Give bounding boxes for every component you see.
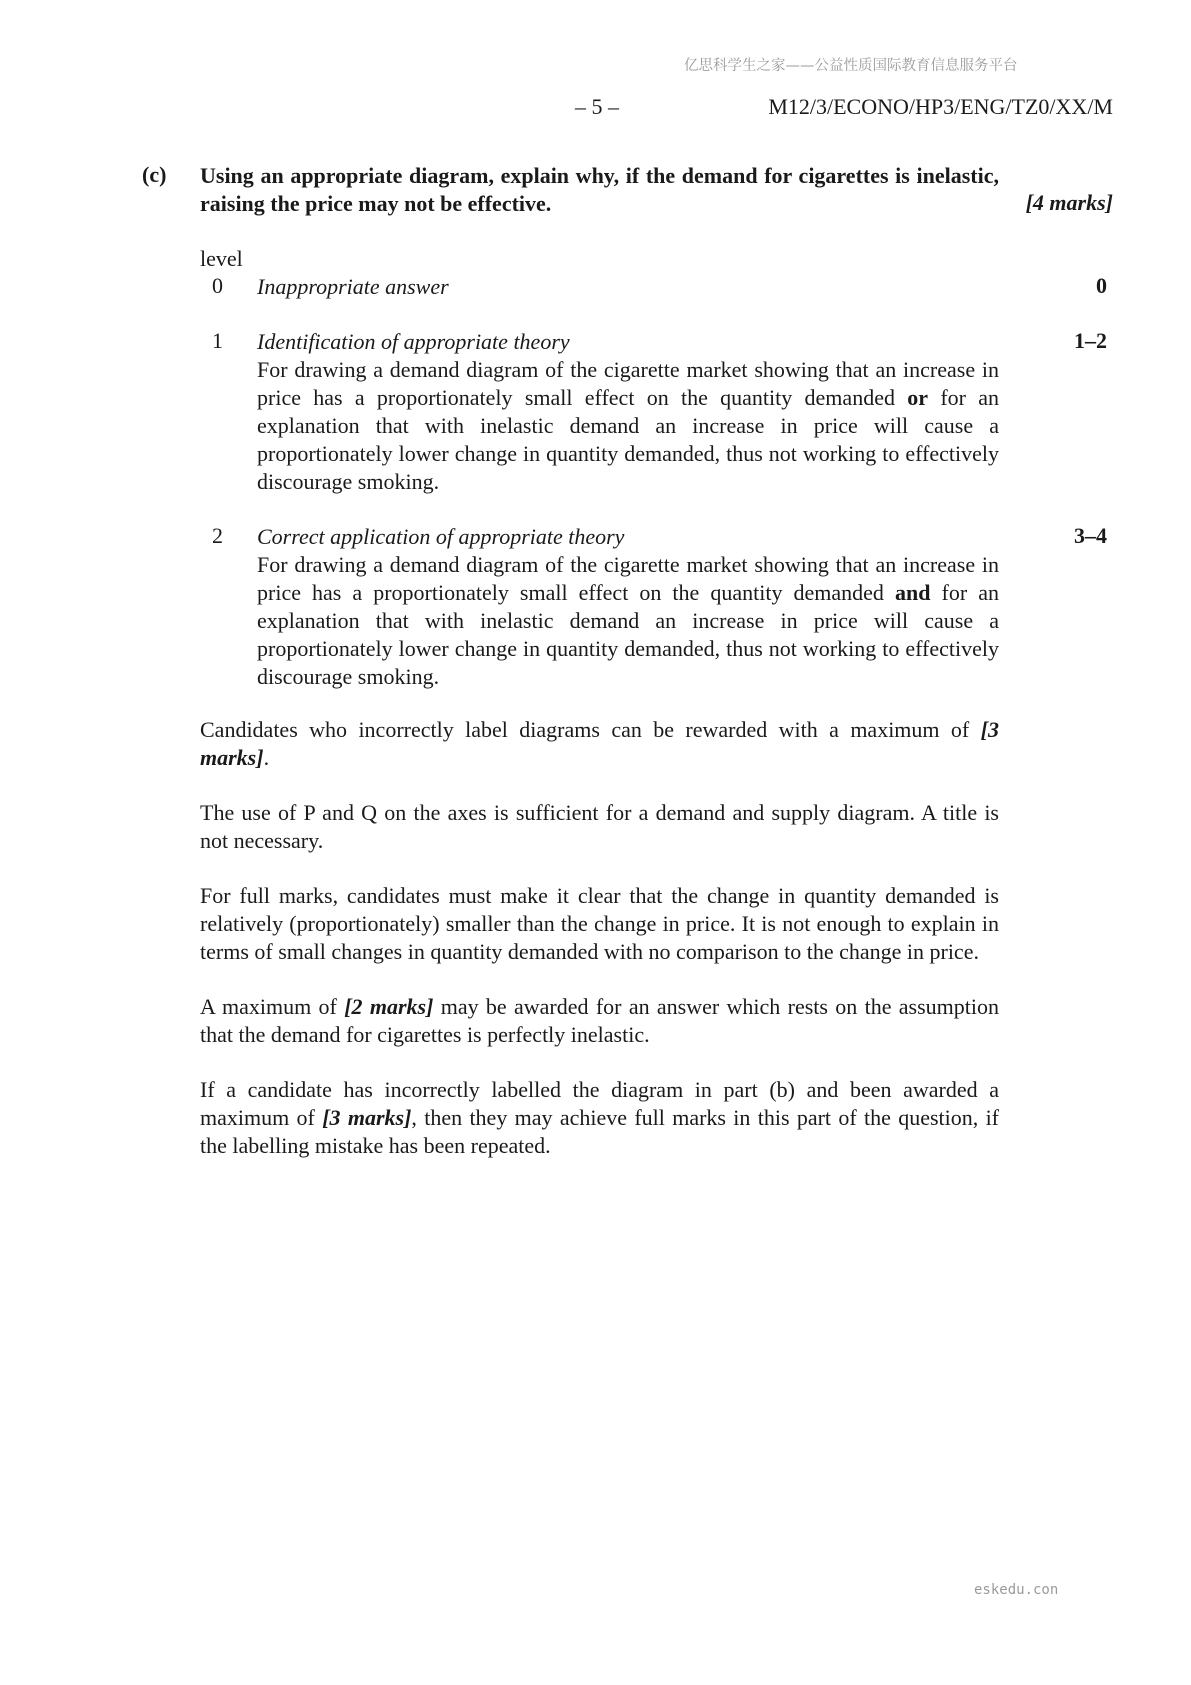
- level-1-mark: 1–2: [1074, 328, 1107, 353]
- note-repeated-mistake-marks: [3 marks]: [322, 1105, 412, 1130]
- marking-notes: [200, 716, 999, 1187]
- note-perfectly-inelastic: A maximum of [2 marks] may be awarded for an answer which rests on the assumption that the demand for cigarettes is perfectly inelastic.: [200, 994, 1000, 1047]
- level-1-connector: or: [907, 385, 929, 410]
- page-number: – 5 –: [575, 94, 619, 119]
- level-heading: level: [200, 246, 243, 271]
- level-1-body-before: For drawing a demand diagram of the cigarette market showing that an increase in price has a proportionately small effect on the quantity demanded: [257, 357, 999, 410]
- level-1-number: 1: [212, 328, 223, 353]
- note-label-penalty-marks: [3 marks]: [200, 717, 999, 770]
- level-2-number: 2: [212, 523, 223, 548]
- watermark-bottom: eskedu.con: [974, 1582, 1059, 1598]
- level-2-connector: and: [894, 580, 931, 605]
- question-text: Using an appropriate diagram, explain why, if the demand for cigarettes is inelastic, raising the price may not be effective.: [200, 163, 999, 216]
- question-label: (c): [142, 162, 167, 187]
- level-1-descriptor: [257, 328, 999, 496]
- note-axes: The use of P and Q on the axes is sufficient for a demand and supply diagram. A title is not necessary.: [200, 800, 999, 853]
- document-code: M12/3/ECONO/HP3/ENG/TZ0/XX/M: [768, 94, 1113, 119]
- level-2-descriptor: [257, 523, 999, 691]
- question-marks: [4 marks]: [1025, 190, 1113, 215]
- level-1-body-after: for an explanation that with inelastic demand an increase in price will cause a proportionately lower change in quantity demanded, thus not working to effectively discourage smoking.: [257, 385, 1000, 494]
- level-2-body-before: For drawing a demand diagram of the cigarette market showing that an increase in price has a proportionately small effect on the quantity demanded: [257, 552, 999, 605]
- level-2-mark: 3–4: [1074, 523, 1107, 548]
- note-perfectly-inelastic-marks: [2 marks]: [344, 994, 434, 1019]
- level-0-mark: 0: [1096, 273, 1107, 298]
- level-2-body-after: for an explanation that with inelastic demand an increase in price will cause a proportionately lower change in quantity demanded, thus not working to effectively discourage smoking.: [257, 580, 1000, 689]
- level-0-number: 0: [212, 273, 223, 298]
- level-2-title: Correct application of appropriate theory: [257, 524, 625, 549]
- level-0-title: Inappropriate answer: [257, 274, 449, 299]
- note-full-marks: For full marks, candidates must make it clear that the change in quantity demanded is relatively (proportionately) smaller than the change in price. It is not enough to explain in terms of small changes in quantity demanded with no comparison to the change in price.: [200, 883, 999, 964]
- level-0-descriptor: [257, 273, 999, 301]
- note-label-penalty: Candidates who incorrectly label diagrams can be rewarded with a maximum of [3 marks].: [200, 717, 999, 770]
- watermark-top: 亿思科学生之家——公益性质国际教育信息服务平台: [684, 58, 1018, 74]
- level-1-title: Identification of appropriate theory: [257, 329, 570, 354]
- note-repeated-mistake: If a candidate has incorrectly labelled the diagram in part (b) and been awarded a maximum of [3 marks], then they may achieve full marks in this part of the question, if the labelling mistake has been repeated.: [200, 1077, 1000, 1158]
